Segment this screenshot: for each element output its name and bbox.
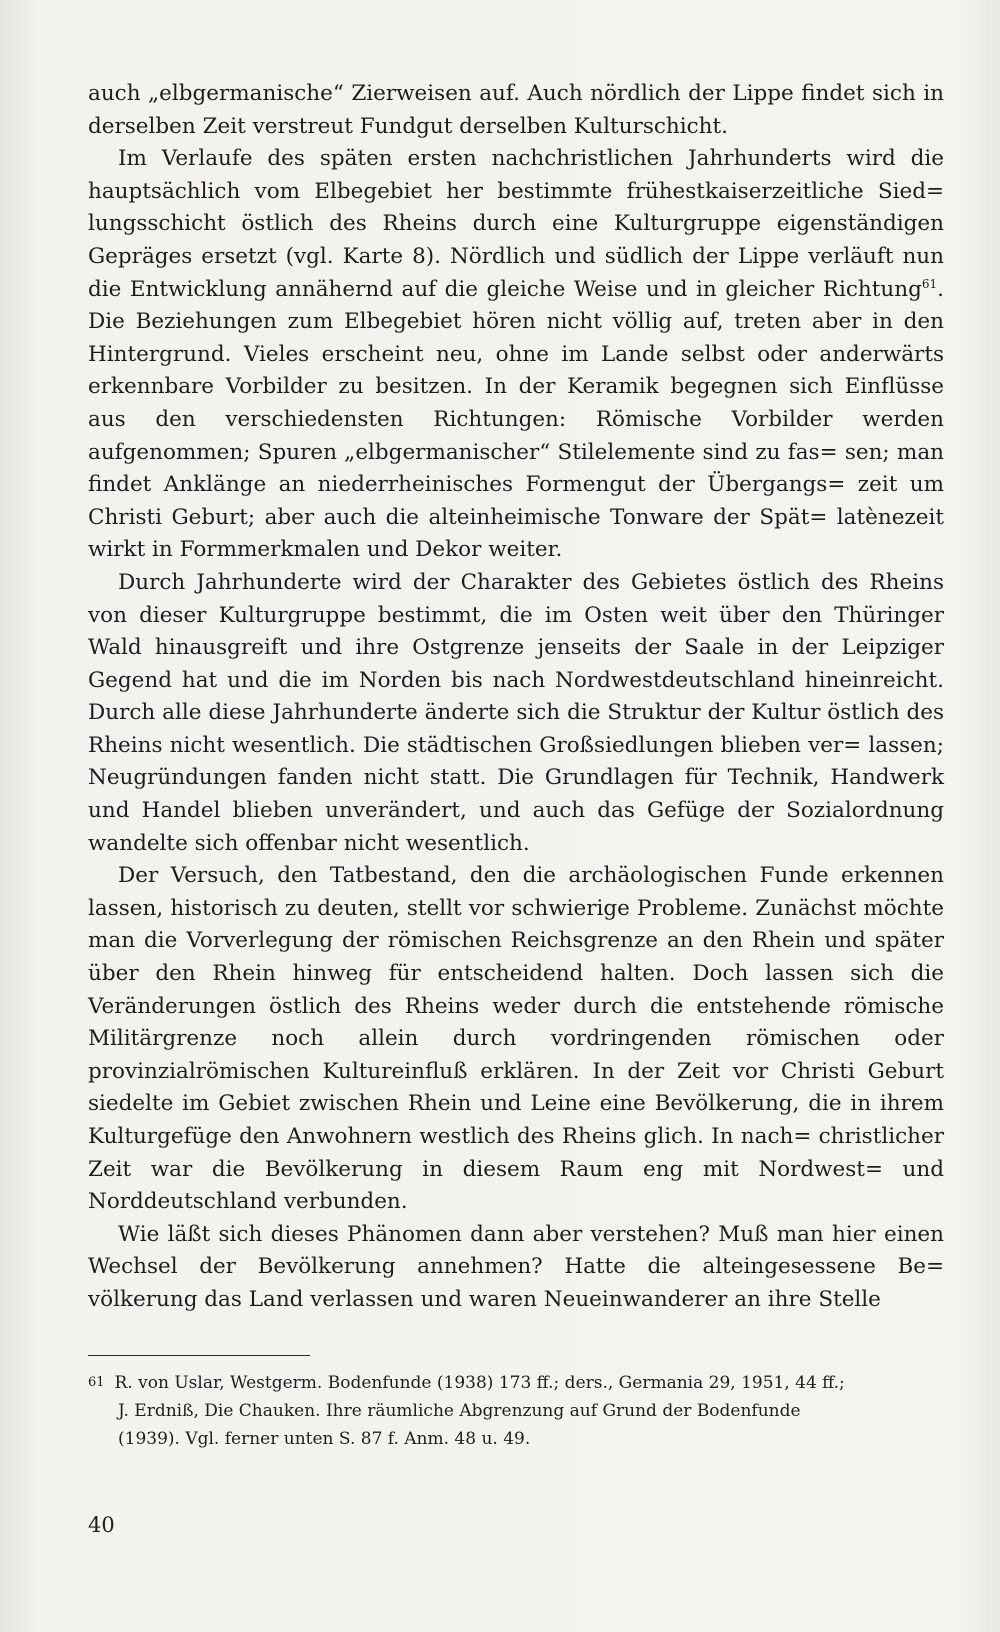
page-number: 40: [88, 1513, 115, 1537]
footnote-reference: 61: [921, 276, 938, 291]
footnote: [88, 1369, 944, 1453]
footnote-line-3: (1939). Vgl. ferner unten S. 87 f. Anm. 48 u. 49.: [118, 1429, 531, 1449]
paragraph-4: Der Versuch, den Tatbestand, den die archäologischen Funde erkennen lassen, historisch zu deuten, stellt vor schwierige Probleme. Zunächst möchte man die Vorverlegung der römischen Reichsgrenze an den Rhein und später über den Rhein hinweg für entscheidend halten. Doch lassen sich die Veränderungen östlich des Rheins weder durch die entstehende römische Militärgrenze noch allein durch vordringenden römischen oder provinzialrömischen Kultureinfluß erklären. In der Zeit vor Christi Geburt siedelte im Gebiet zwischen Rhein und Leine eine Bevölkerung, die in ihrem Kulturgefüge den Anwohnern westlich des Rheins glich. In nach= christlicher Zeit war die Bevölkerung in diesem Raum eng mit Nordwest= und Norddeutschland verbunden.: [88, 863, 944, 1215]
footnote-line-1: [88, 1369, 944, 1397]
footnote-separator: [88, 1355, 310, 1356]
paragraph-2-text-after: . Die Beziehungen zum Elbegebiet hören nicht völlig auf, treten aber in den Hintergrund. Vieles erscheint neu, ohne im Lande selbst oder anderwärts erkennbare Vorbilder zu besitzen. In der Keramik begegnen sich Einflüsse aus den verschiedensten Richtungen: Römische Vorbilder werden aufgenommen; Spuren „elbgermanischer“ Stilelemente sind zu fas= sen; man findet Anklänge an niederrheinisches Formengut der Übergangs= zeit um Christi Geburt; aber auch die alteinheimische Tonware der Spät= latènezeit wirkt in Formmerkmalen und Dekor weiter.: [88, 276, 944, 563]
paragraph-2-text-before: Im Verlaufe des späten ersten nachchristlichen Jahrhunderts wird die hauptsächlich vom Elbegebiet her bestimmte frühestkaiserzeitliche Sied= lungsschicht östlich des Rheins durch eine Kulturgruppe eigenständigen Gepräges ersetzt (vgl. Karte 8). Nördlich und südlich der Lippe verläuft nun die Entwicklung annähernd auf die gleiche Weise und in gleicher Richtung: [88, 146, 944, 302]
footnote-line-2: J. Erdniß, Die Chauken. Ihre räumliche Abgrenzung auf Grund der Bodenfunde: [118, 1401, 801, 1421]
paragraph-3: Durch Jahrhunderte wird der Charakter des Gebietes östlich des Rheins von dieser Kulturgruppe bestimmt, die im Osten weit über den Thüringer Wald hinausgreift und ihre Ostgrenze jenseits der Saale in der Leipziger Gegend hat und die im Norden bis nach Nordwestdeutschland hineinreicht. Durch alle diese Jahrhunderte änderte sich die Struktur der Kultur östlich des Rheins nicht wesentlich. Die städtischen Großsiedlungen blieben ver= lassen; Neugründungen fanden nicht statt. Die Grundlagen für Technik, Handwerk und Handel blieben unverändert, und auch das Gefüge der Sozialordnung wandelte sich offenbar nicht wesentlich.: [88, 569, 944, 856]
paragraph-2: [88, 143, 944, 567]
footnote-line-1-text: R. von Uslar, Westgerm. Bodenfunde (1938) 173 ff.; ders., Germania 29, 1951, 44 ff.;: [114, 1373, 845, 1393]
footnote-number: 61: [88, 1375, 105, 1390]
paragraph-5: Wie läßt sich dieses Phänomen dann aber verstehen? Muß man hier einen Wechsel der Bevölkerung annehmen? Hatte die alteingesessene Be= völkerung das Land verlassen und waren Neueinwanderer an ihre Stelle: [88, 1221, 944, 1312]
paragraph-1: auch „elbgermanische“ Zierweisen auf. Auch nördlich der Lippe findet sich in derselben Zeit verstreut Fundgut derselben Kulturschicht.: [88, 81, 944, 139]
body-text: [88, 78, 944, 1317]
